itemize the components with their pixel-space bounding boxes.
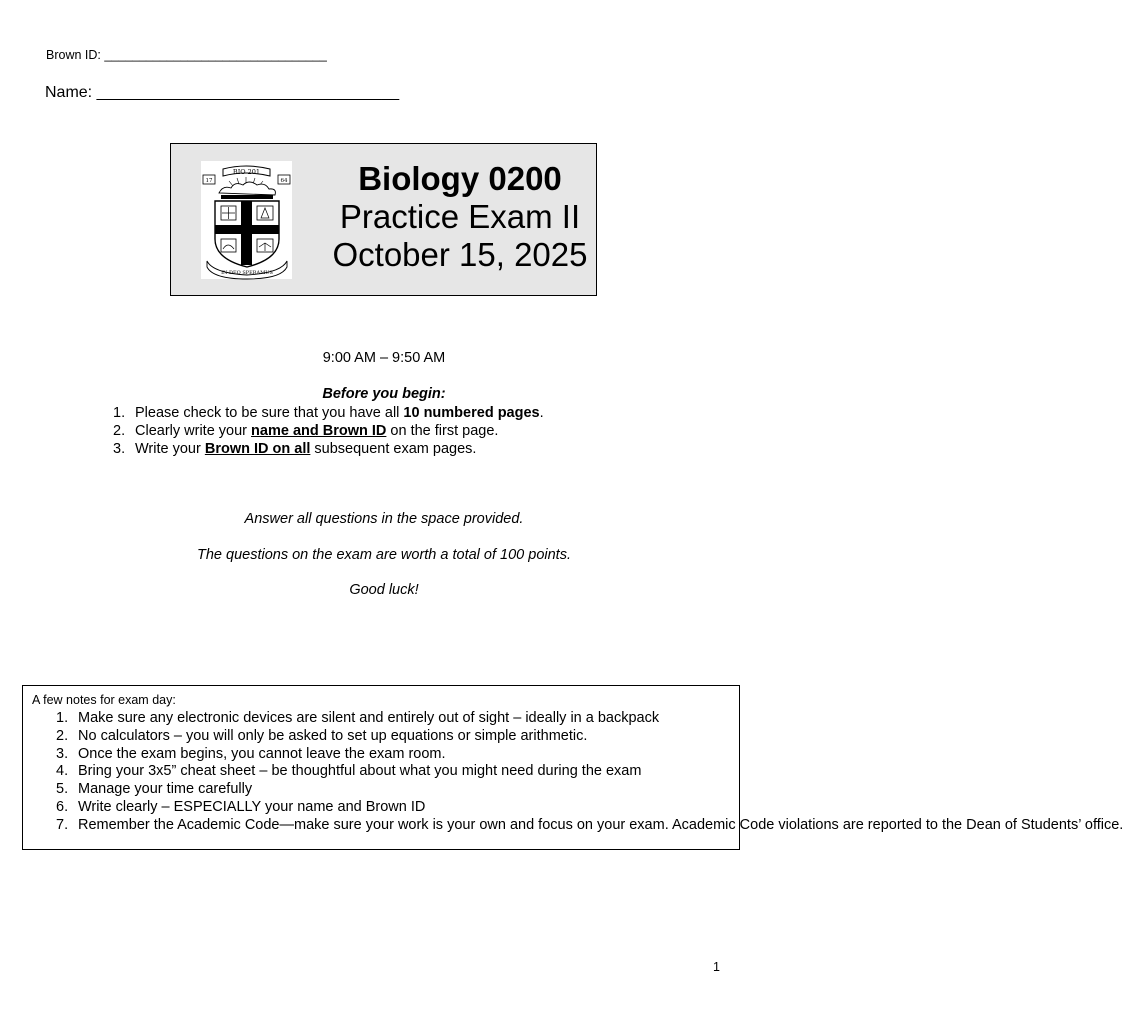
note-text: Manage your time carefully <box>78 781 253 798</box>
list-number: 4. <box>56 763 69 780</box>
exam-title-box <box>170 143 597 296</box>
note-item <box>56 817 1123 835</box>
note-text: Once the exam begins, you cannot leave the exam room. <box>78 745 446 762</box>
list-number: 1. <box>56 710 69 726</box>
title-block <box>321 160 599 274</box>
name-field[interactable]: Name: __________________________________ <box>45 84 400 101</box>
instruction-text: subsequent exam pages. <box>310 441 477 457</box>
seal-left-year: 17 <box>205 178 213 184</box>
list-number: 7. <box>56 816 69 833</box>
list-number: 6. <box>56 798 69 815</box>
seal-right-year: 64 <box>280 178 288 184</box>
list-number: 5. <box>56 781 69 798</box>
answer-all-note: Answer all questions in the space provided. <box>244 511 524 527</box>
course-title: Biology 0200 <box>358 160 562 197</box>
seal-motto: IN DEO SPERAMUS <box>221 270 273 276</box>
note-item <box>56 781 1123 799</box>
list-number: 2. <box>113 423 126 439</box>
note-item <box>56 728 1123 746</box>
before-you-begin-list <box>113 404 544 458</box>
instruction-text: Clearly write your <box>135 423 252 439</box>
list-number: 2. <box>56 727 69 744</box>
note-text: Make sure any electronic devices are silent and entirely out of sight – ideally in a backpack <box>78 710 660 726</box>
instruction-item <box>113 422 544 440</box>
note-item <box>56 746 1123 764</box>
note-text: No calculators – you will only be asked to set up equations or simple arithmetic. <box>78 727 588 744</box>
note-text: Write clearly – ESPECIALLY your name and Brown ID <box>78 798 426 815</box>
before-you-begin-heading: Before you begin: <box>322 386 446 402</box>
instruction-item <box>113 440 544 458</box>
note-item <box>56 799 1123 817</box>
note-text: Bring your 3x5” cheat sheet – be thoughtful about what you might need during the exam <box>78 763 642 780</box>
instruction-item <box>113 404 544 422</box>
instruction-text: on the first page. <box>386 423 499 439</box>
list-number: 3. <box>113 441 126 457</box>
list-number: 1. <box>113 405 126 421</box>
note-text: Remember the Academic Code—make sure your work is your own and focus on your exam. Academic Code violations are reported to the Dean of Students’ office. <box>78 816 1123 833</box>
instruction-text: Please check to be sure that you have all <box>135 405 404 421</box>
instruction-emphasis: name and Brown ID <box>251 423 387 439</box>
good-luck-note: Good luck! <box>349 582 419 598</box>
note-item <box>56 763 1123 781</box>
seal-top-text: BIO 201 <box>232 168 261 176</box>
instruction-emphasis: 10 numbered pages <box>403 405 540 421</box>
instruction-emphasis: Brown ID on all <box>204 441 311 457</box>
note-item <box>56 710 1123 728</box>
brown-id-field[interactable]: Brown ID: ________________________________ <box>46 48 327 62</box>
notes-heading: A few notes for exam day: <box>32 693 176 707</box>
exam-date: October 15, 2025 <box>332 236 588 273</box>
university-seal-icon <box>201 161 292 279</box>
page-number: 1 <box>713 960 720 974</box>
instruction-text: . <box>539 405 544 421</box>
exam-name: Practice Exam II <box>339 198 581 235</box>
total-points-note: The questions on the exam are worth a total of 100 points. <box>196 547 571 563</box>
instruction-text: Write your <box>135 441 205 457</box>
exam-time: 9:00 AM – 9:50 AM <box>322 350 446 366</box>
notes-list <box>56 710 1123 835</box>
exam-day-notes-box <box>22 685 1123 850</box>
list-number: 3. <box>56 745 69 762</box>
